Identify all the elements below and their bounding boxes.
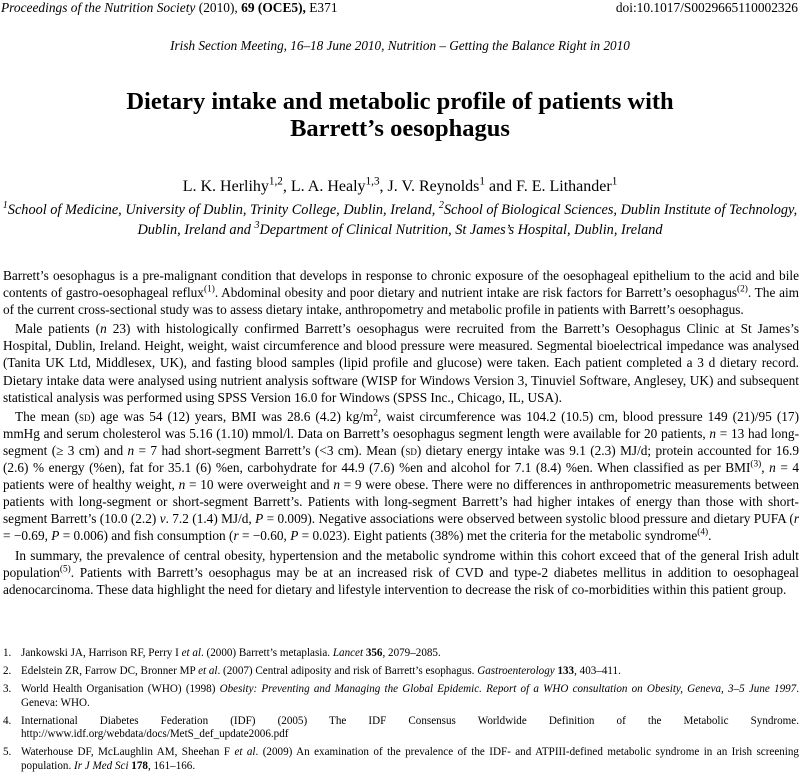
paragraph-introduction: Barrett’s oesophagus is a pre-malignant condition that develops in response to chronic exposure of the oesophageal epithelium to the acid and bile contents of gastro-oesophageal reflux$^{(1)}$. Abdominal obesity and poor dietary and nutrient intake are risk factors for Barrett’s oesophagus$^{(2)}$. The aim of the current cross-sectional study was to assess dietary intake, anthropometry and metabolic profile in patients with Barrett’s oesophagus.	[3, 268, 800, 318]
doi[interactable]: doi:10.1017/S0029665110002326	[615, 0, 798, 15]
reference-item[interactable]: 4. International Diabetes Federation (IDF) (2005) The IDF Consensus Worldwide Definition of the Metabolic Syndrome. http://www.idf.org/webdata/docs/MetS_def_update2006.pdf	[3, 714, 799, 740]
reference-item: 1. Jankowski JA, Harrison RF, Perry I et al. (2000) Barrett’s metaplasia. Lancet 356, 2079–2085.	[3, 647, 441, 659]
author: F. E. Lithander	[516, 178, 612, 195]
reference-item: 5. Waterhouse DF, McLaughlin AM, Sheehan F et al. (2009) An examination of the prevalence of the IDF- and ATPIII-defined metabolic syndrome in an Irish screening population. Ir J Med Sci 178, 161–166.	[3, 746, 799, 772]
author: J. V. Reynolds	[387, 178, 480, 195]
affiliations: $^1$School of Medicine, University of Dublin, Trinity College, Dublin, Ireland, $^2$School of Biological Sciences, Dublin Institute of Technology, Dublin, Ireland and $^3$Department of Clinical Nutrition, St James’s Hospital, Dublin, Ireland	[2, 200, 798, 238]
author: L. A. Healy	[290, 178, 366, 195]
paragraph-results: The mean (sd) age was 54 (12) years, BMI was 28.6 (4.2) $kg/m^2$, waist circumference was 104.2 (10.5) cm, blood pressure 149 (21)/95 (17) mmHg and serum cholesterol was 5.16 (1.10) mmol/l. Data on Barrett’s oesophagus segment length were available for 20 patients, n = 13 had long-segment (≥ 3 cm) and n = 7 had short-segment Barrett’s (<3 cm). Mean (sd) dietary energy intake was 9.1 (2.3) MJ/d; protein accounted for 16.9 (2.6) % energy (%en), fat for 35.1 (6) %en, carbohydrate for 44.9 (7.6) %en and alcohol for 7.1 (8.4) %en. When classified as per BMI$^{(3)}$, n = 4 patients were of healthy weight, n = 10 were overweight and n = 9 were obese. There were no differences in anthropometric measurements between patients with long-segment or short-segment Barrett’s. Patients with long-segment Barrett’s had higher intakes of energy than those with short-segment Barrett’s (10.0 (2.2) v. 7.2 (1.4) MJ/d, P = 0.009). Negative associations were observed between systolic blood pressure and dietary PUFA (r = −0.69, P = 0.006) and fish consumption (r = −0.60, P = 0.023). Eight patients (38%) met the criteria for the metabolic syndrome$^{(4)}$.	[3, 408, 800, 544]
paragraph-conclusion: In summary, the prevalence of central obesity, hypertension and the metabolic syndrome within this cohort exceed that of the general Irish adult population$^{(5)}$. Patients with Barrett’s oesophagus may be at an increased risk of CVD and type-2 diabetes mellitus in addition to oesophageal adenocarcinoma. These data highlight the need for dietary and lifestyle intervention to decrease the risk of co-morbidities within this patient group.	[3, 547, 799, 597]
reference-item: 3. World Health Organisation (WHO) (1998) Obesity: Preventing and Managing the Global Epidemic. Report of a WHO consultation on Obesity, Geneva, 3–5 June 1997. Geneva: WHO.	[3, 683, 799, 709]
title-line-1: Dietary intake and metabolic profile of patients with	[126, 88, 674, 115]
paragraph-methods: Male patients (n 23) with histologically confirmed Barrett’s oesophagus were recruited from the Barrett’s Oesophagus Clinic at St James’s Hospital, Dublin, Ireland. Height, weight, waist circumference and blood pressure were measured. Segmental bioelectrical impedance was analysed (Tanita UK Ltd, Middlesex, UK), and fasting blood samples (lipid profile and glucose) were taken. Each patient completed a 3 d dietary record. Dietary intake data were analysed using nutrient analysis software (WISP for Windows Version 3, Tinuviel Software, Anglesey, UK) and subsequent statistical analysis was performed using SPSS Version 16.0 for Windows (SPSS Inc., Chicago, IL, USA).	[3, 321, 799, 405]
journal-citation: Proceedings of the Nutrition Society (2010), 69 (OCE5), E371	[1, 0, 338, 15]
reference-list	[3, 647, 799, 778]
article-body	[3, 267, 799, 600]
reference-item: 2. Edelstein ZR, Farrow DC, Bronner MP et al. (2007) Central adiposity and risk of Barrett’s esophagus. Gastroenterology 133, 403–411.	[3, 665, 621, 677]
author-list: L. K. Herlihy$^{1,2}$, L. A. Healy$^{1,3}$, J. V. Reynolds$^1$ and F. E. Lithander$^1$	[182, 175, 618, 195]
meeting-line: Irish Section Meeting, 16–18 June 2010, Nutrition – Getting the Balance Right in 2010	[170, 38, 630, 53]
article-title	[0, 88, 800, 142]
author: L. K. Herlihy	[182, 178, 269, 195]
running-header	[0, 0, 800, 18]
title-line-2: Barrett’s oesophagus	[290, 115, 510, 142]
